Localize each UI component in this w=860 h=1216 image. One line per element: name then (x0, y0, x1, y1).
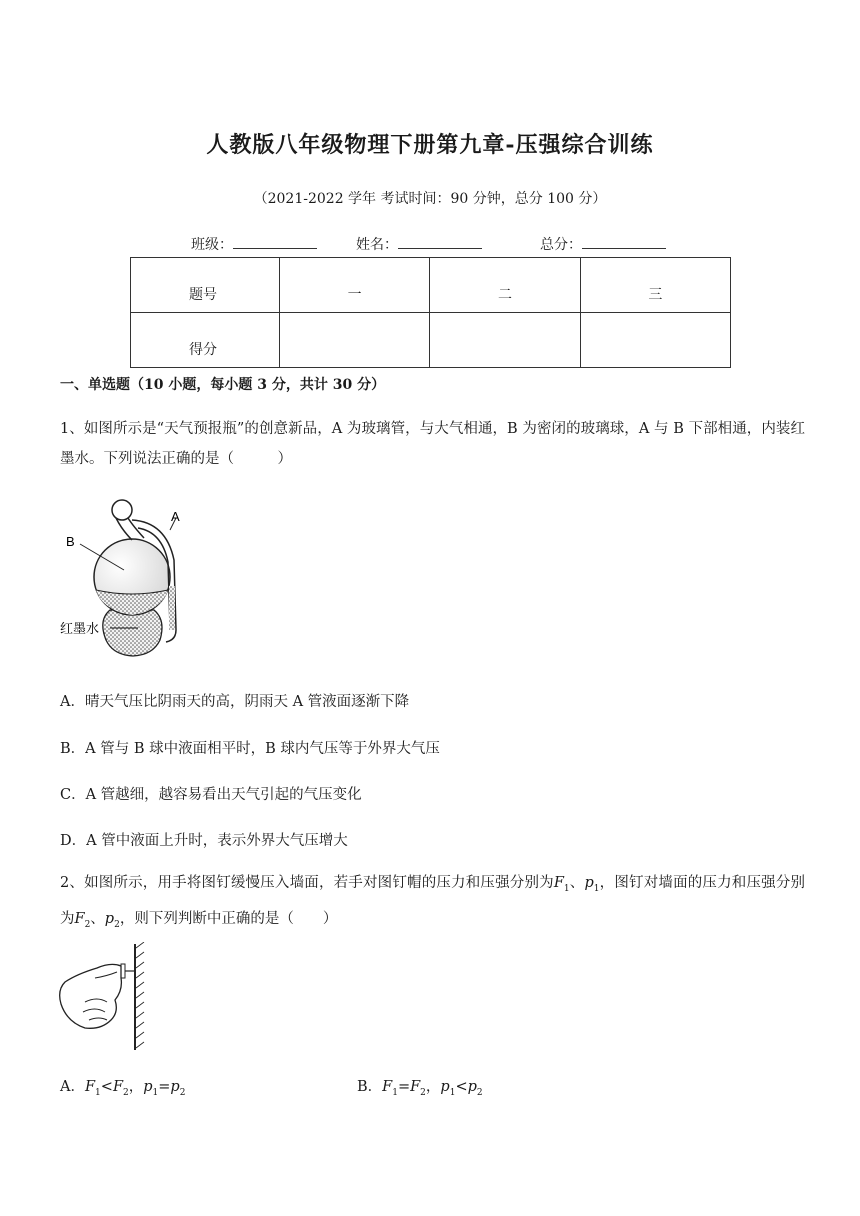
question-1-text: 1、如图所示是“天气预报瓶”的创意新品，A 为玻璃管，与大气相通，B 为密闭的玻璃球，A 与 B 下部相通，内装红墨水。下列说法正确的是（ ） (60, 421, 805, 467)
exam-info: （2021-2022 学年 考试时间：90 分钟，总分 100 分） (253, 191, 607, 207)
label-water: 红墨水 (60, 621, 100, 636)
score-cell[interactable] (280, 313, 430, 368)
label-b: B (66, 534, 75, 549)
question-2-text: 2、如图所示，用手将图钉缓慢压入墙面，若手对图钉帽的压力和压强分别为$F_1$、$p_1$，图钉对墙面的压力和压强分别为$F_2$、$p_2$，则下列判断中正确的是（ ） (60, 875, 806, 930)
q1-option-a[interactable]: A．晴天气压比阴雨天的高，阴雨天 A 管液面逐渐下降 (60, 694, 410, 710)
table-row: 题号 一 二 三 (131, 258, 731, 313)
label-a: A (171, 509, 180, 524)
thumbtack-figure (55, 942, 155, 1052)
table-row: 得分 (131, 313, 731, 368)
q1-option-b[interactable]: B．A 管与 B 球中液面相平时，B 球内气压等于外界大气压 (60, 741, 440, 757)
weather-bottle-figure (58, 490, 208, 665)
name-field[interactable]: 姓名： (356, 234, 482, 254)
section-heading: 一、单选题（10 小题，每小题 3 分，共计 30 分） (60, 377, 386, 393)
total-field[interactable]: 总分： (540, 234, 666, 254)
q1-option-d[interactable]: D．A 管中液面上升时，表示外界大气压增大 (60, 833, 348, 849)
q2-option-b[interactable]: B．$F_1=F_2$，$p_1<p_2$ (357, 1079, 483, 1098)
q1-option-c[interactable]: C．A 管越细，越容易看出天气引起的气压变化 (60, 787, 362, 803)
score-cell[interactable] (430, 313, 580, 368)
score-table (130, 257, 731, 368)
class-field[interactable]: 班级： (191, 234, 317, 254)
q2-option-a[interactable]: A．$F_1<F_2$，$p_1=p_2$ (60, 1079, 186, 1098)
score-cell[interactable] (580, 313, 730, 368)
page-title: 人教版八年级物理下册第九章-压强综合训练 (206, 132, 654, 158)
